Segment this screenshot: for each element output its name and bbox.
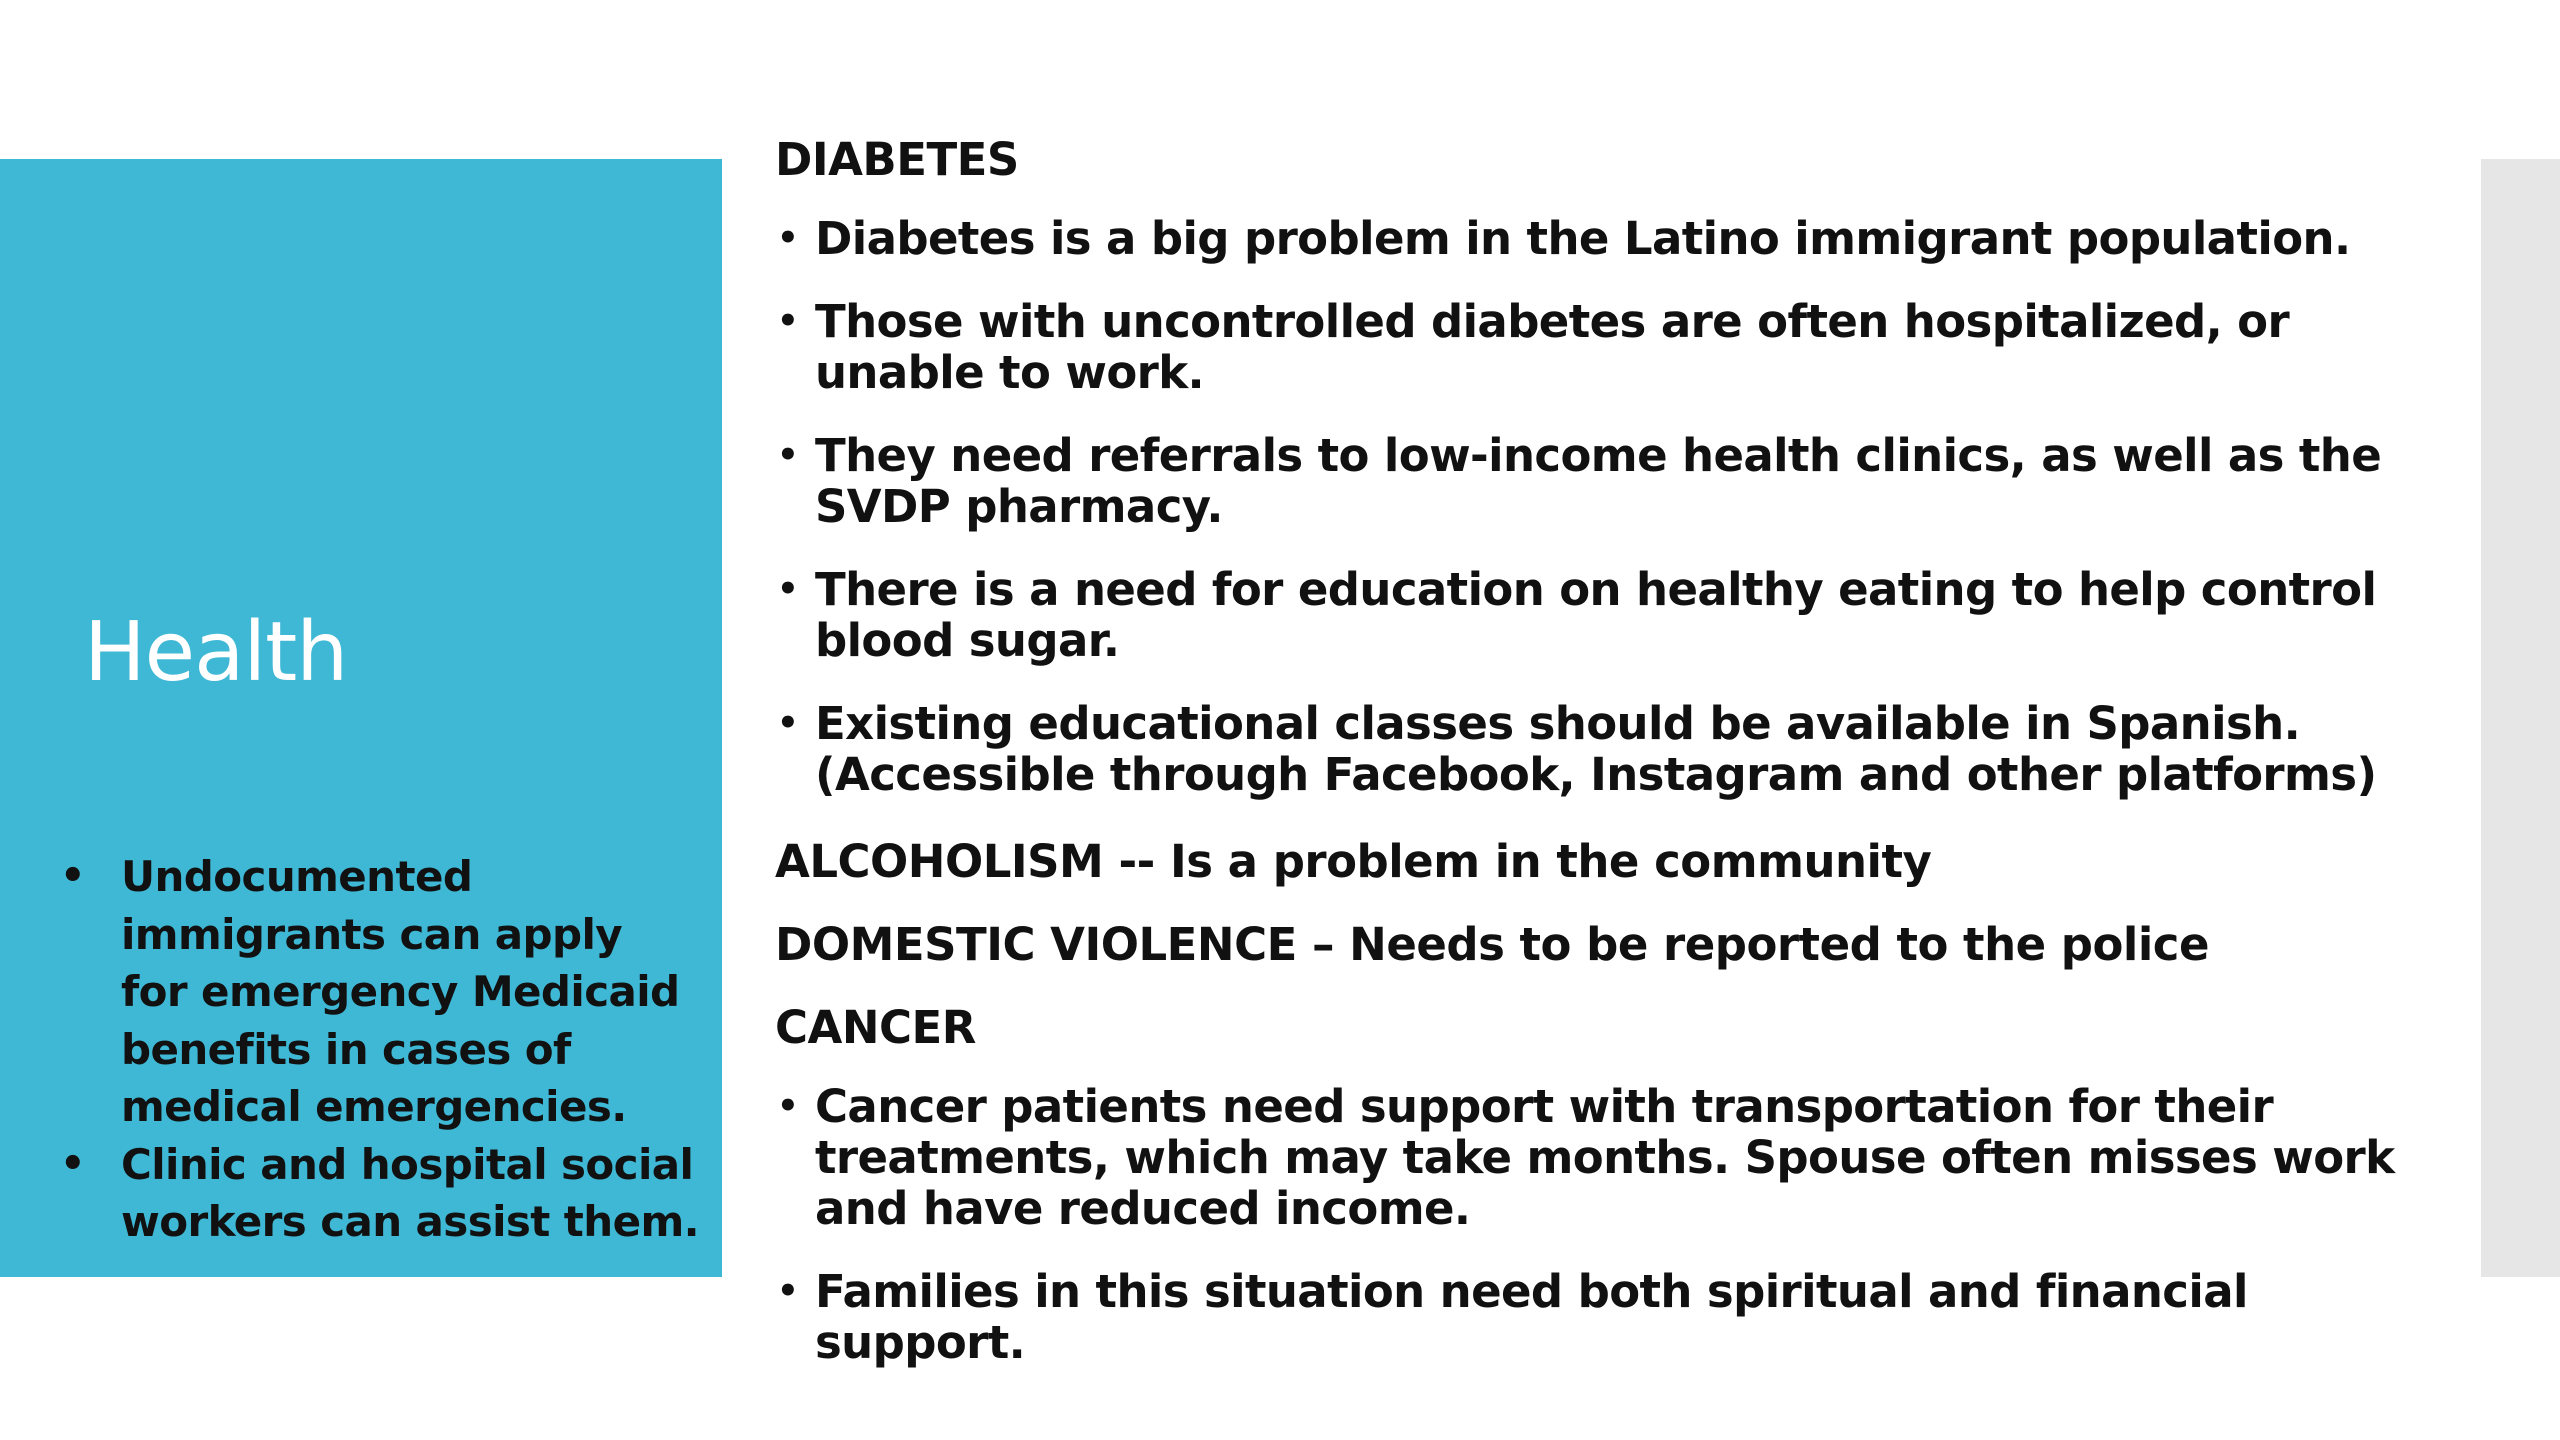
side-bullet-text: Clinic and hospital social workers can assist them.	[121, 1139, 699, 1246]
bullet-icon: •	[60, 1140, 85, 1187]
side-bullet-list	[0, 848, 700, 1251]
side-bullet-item	[0, 1136, 700, 1251]
diabetes-bullet-item	[775, 430, 2455, 532]
alcoholism-line: ALCOHOLISM -- Is a problem in the community	[775, 835, 1932, 888]
bullet-icon: •	[60, 853, 85, 899]
diabetes-bullet-text: Existing educational classes should be available in Spanish. (Accessible through Facebook, Instagram and other platforms)	[815, 697, 2377, 801]
diabetes-bullet-item	[775, 564, 2455, 666]
bullet-icon: •	[777, 218, 799, 258]
cancer-list	[775, 1081, 2455, 1368]
right-accent-bar	[2481, 159, 2560, 1277]
side-bullet-text: Undocumented immigrants can apply for emergency Medicaid benefits in cases of medical emergencies.	[121, 852, 680, 1131]
side-bullet-item	[0, 848, 700, 1136]
bullet-icon: •	[777, 301, 799, 341]
cancer-heading: CANCER	[775, 1001, 976, 1054]
diabetes-bullet-item	[775, 698, 2455, 800]
diabetes-bullet-item	[775, 296, 2455, 398]
diabetes-bullet-text: Diabetes is a big problem in the Latino immigrant population.	[815, 212, 2351, 265]
domestic-violence-line: DOMESTIC VIOLENCE – Needs to be reported to the police	[775, 918, 2209, 971]
bullet-icon: •	[777, 703, 799, 743]
cancer-bullet-text: Families in this situation need both spiritual and financial support.	[815, 1265, 2248, 1369]
bullet-icon: •	[777, 1271, 799, 1311]
slide-title: Health	[84, 605, 348, 700]
diabetes-bullet-item	[775, 213, 2455, 264]
diabetes-list	[775, 213, 2455, 800]
cancer-bullet-item	[775, 1081, 2455, 1234]
diabetes-bullet-text: Those with uncontrolled diabetes are often hospitalized, or unable to work.	[815, 295, 2290, 399]
diabetes-bullet-text: There is a need for education on healthy eating to help control blood sugar.	[815, 563, 2377, 667]
main-content	[775, 130, 2455, 1400]
cancer-bullet-item	[775, 1266, 2455, 1368]
bullet-icon: •	[777, 435, 799, 475]
diabetes-bullet-text: They need referrals to low-income health clinics, as well as the SVDP pharmacy.	[815, 429, 2382, 533]
diabetes-heading: DIABETES	[775, 133, 1019, 186]
cancer-bullet-text: Cancer patients need support with transportation for their treatments, which may take months. Spouse often misses work and have reduced income.	[815, 1080, 2395, 1235]
bullet-icon: •	[777, 1086, 799, 1126]
bullet-icon: •	[777, 569, 799, 609]
